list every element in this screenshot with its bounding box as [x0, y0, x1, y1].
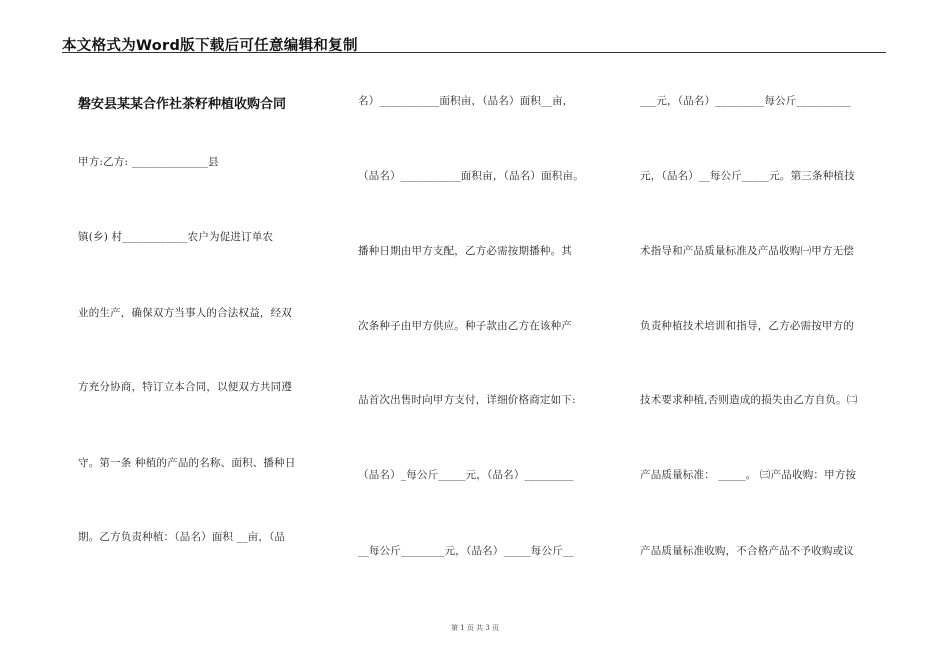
paragraph-line: 镇(乡) 村____________农户为促进订单农 — [78, 231, 274, 243]
paragraph-line: 播种日期由甲方支配，乙方必需按期播种。其 — [358, 245, 572, 257]
paragraph-line: 甲方:乙方: ______________县 — [78, 156, 219, 168]
header-divider — [62, 52, 886, 53]
document-header: 本文格式为Word版下载后可任意编辑和复制 — [62, 38, 358, 54]
paragraph-line: 次条种子由甲方供应。种子款由乙方在该种产 — [358, 320, 572, 332]
paragraph-line: __每公斤________元，（品名）_____每公斤__ — [358, 545, 574, 557]
paragraph-line: （品名）_每公斤_____元，（品名）_________ — [358, 469, 574, 481]
paragraph-line: 元，（品名）__每公斤_____元。第三条种植技 — [640, 170, 855, 182]
document-title: 磐安县某某合作社茶籽种植收购合同 — [78, 97, 287, 112]
paragraph-line: 期。乙方负责种植：（品名）面积 __亩，（品 — [78, 531, 286, 543]
page-number: 第 1 页 共 3 页 — [450, 624, 500, 632]
paragraph-line: 负责种植技术培训和指导，乙方必需按甲方的 — [640, 320, 854, 332]
paragraph-line: 术指导和产品质量标准及产品收购㈠甲方无偿 — [640, 245, 854, 257]
paragraph-line: ___元，（品名）_________每公斤__________ — [640, 95, 851, 107]
paragraph-line: 守。第一条 种植的产品的名称、面积、播种日 — [78, 457, 296, 469]
paragraph-line: 产品质量标准收购，不合格产品不予收购或议 — [640, 545, 854, 557]
paragraph-line: 名）___________面积亩，（品名）面积__亩， — [358, 95, 574, 107]
paragraph-line: 品首次出售时向甲方支付，详细价格商定如下: — [358, 394, 576, 406]
paragraph-line: （品名）___________面积亩，（品名）面积亩。 — [358, 170, 584, 182]
paragraph-line: 技术要求种植,否则造成的损失由乙方自负。㈡ — [640, 394, 858, 406]
paragraph-line: 业的生产，确保双方当事人的合法权益，经双 — [78, 307, 292, 319]
paragraph-line: 方充分协商，特订立本合同，以便双方共同遵 — [78, 381, 292, 393]
paragraph-line: 产品质量标准： _____。 ㈢产品收购：甲方按 — [640, 469, 857, 481]
